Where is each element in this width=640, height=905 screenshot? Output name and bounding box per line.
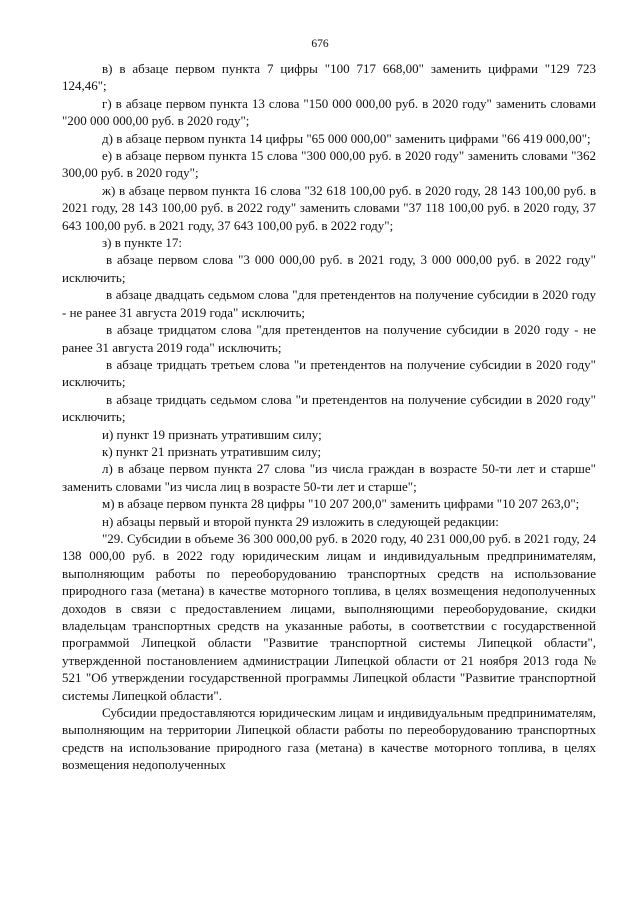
paragraph-item-z: з) в пункте 17: [102, 235, 182, 251]
paragraph-item-i: и) пункт 19 признать утратившим силу; [102, 426, 322, 442]
paragraph-item-n: н) абзацы первый и второй пункта 29 изложить в следующей редакции: [102, 513, 499, 529]
paragraph-item-e: е) в абзаце первом пункта 15 слова "300 000,00 руб. в 2020 году" заменить словами "362 300,00 руб. в 2020 году"; [62, 148, 596, 181]
paragraph-item-zh: ж) в абзаце первом пункта 16 слова "32 618 100,00 руб. в 2020 году, 28 143 100,00 руб. в 2021 году, 28 143 100,00 руб. в 2022 году" заменить словами "37 118 100,00 руб. в 2020 году, 37 643 100,00 руб. в 2021 году, 37 643 100,00 руб. в 2022 году"; [62, 182, 596, 233]
paragraph-item-z-sub-3: в абзаце тридцатом слова "для претендентов на получение субсидии в 2020 году - не ранее 31 августа 2019 года" исключить; [62, 322, 596, 355]
paragraph-item-z-sub-2: в абзаце двадцать седьмом слова "для претендентов на получение субсидии в 2020 году - не ранее 31 августа 2019 года" исключить; [62, 287, 596, 320]
paragraph-item-d: д) в абзаце первом пункта 14 цифры "65 000 000,00" заменить цифрами "66 419 000,00"; [102, 130, 591, 146]
paragraph-item-v: в) в абзаце первом пункта 7 цифры "100 717 668,00" заменить цифрами "129 723 124,46"; [62, 61, 596, 94]
page-number: 676 [311, 38, 329, 50]
paragraph-item-g: г) в абзаце первом пункта 13 слова "150 000 000,00 руб. в 2020 году" заменить словами "200 000 000,00 руб. в 2020 году"; [62, 95, 596, 129]
paragraph-subsidies: Субсидии предоставляются юридическим лицам и индивидуальным предпринимателям, выполняющим на территории Липецкой области работы по переоборудованию транспортных средств на использование природного газа (метана) в качестве моторного топлива, в целях возмещения недополученных [62, 705, 596, 773]
paragraph-quoted-29: "29. Субсидии в объеме 36 300 000,00 руб. в 2020 году, 40 231 000,00 руб. в 2021 году, 24 138 000,00 руб. в 2022 году юридическим лицам и индивидуальным предпринимателям, выполняющим работы по переоборудованию транспортных средств на использование природного газа (метана) в качестве моторного топлива, в целях возмещения недополученных доходов в связи с предоставлением лицами, выполняющими переоборудование, скидки владельцам транспортных средств на указанные работы, в соответствии с государственной программой Липецкой области "Развитие транспортной системы Липецкой области", утвержденной постановлением администрации Липецкой области от 21 ноября 2013 года № 521 "Об утверждении государственной программы Липецкой области "Развитие транспортной системы Липецкой области". [62, 530, 596, 703]
paragraph-item-z-sub-1: в абзаце первом слова "3 000 000,00 руб. в 2021 году, 3 000 000,00 руб. в 2022 году" исключить; [62, 252, 596, 285]
document-body [62, 60, 596, 774]
paragraph-item-l: л) в абзаце первом пункта 27 слова "из числа граждан в возрасте 50-ти лет и старше" заменить словами "из числа лиц в возрасте 50-ти лет и старше"; [62, 461, 596, 494]
paragraph-item-m: м) в абзаце первом пункта 28 цифры "10 207 200,0" заменить цифрами "10 207 263,0"; [102, 496, 580, 512]
paragraph-item-z-sub-4: в абзаце тридцать третьем слова "и претендентов на получение субсидии в 2020 году" исключить; [62, 356, 596, 390]
paragraph-item-z-sub-5: в абзаце тридцать седьмом слова "и претендентов на получение субсидии в 2020 году" исключить; [62, 391, 596, 425]
paragraph-item-k: к) пункт 21 признать утратившим силу; [102, 443, 322, 459]
